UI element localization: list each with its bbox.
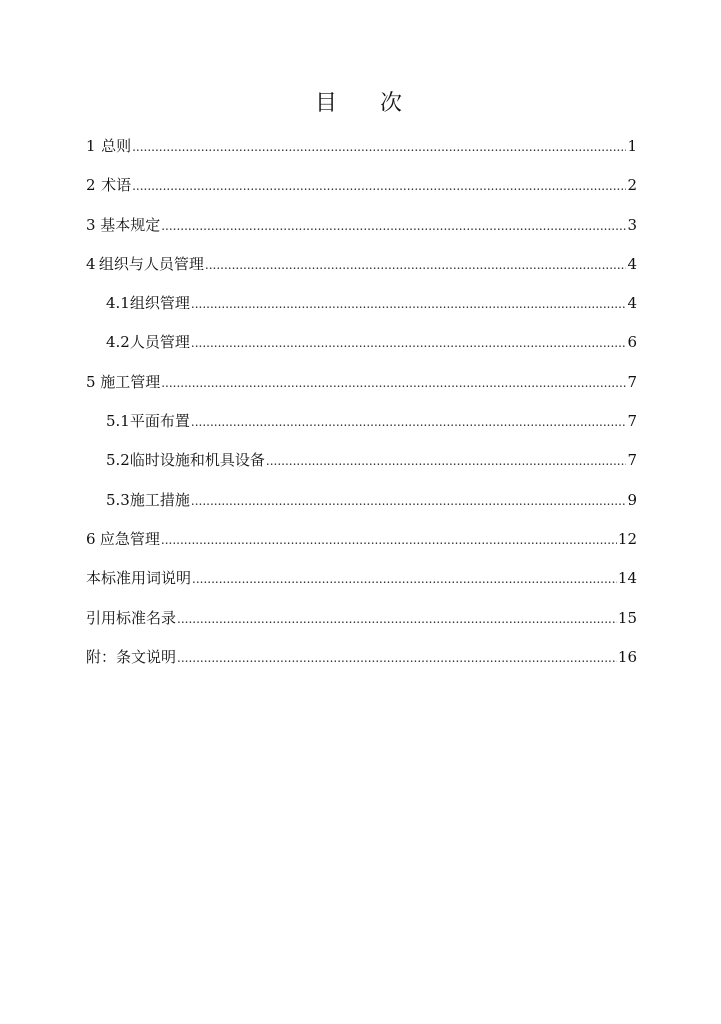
toc-entry-1[interactable] (86, 136, 637, 175)
toc-entry-number: 5.3 (106, 490, 130, 509)
toc-entry-number: 4.1 (106, 294, 130, 313)
toc-entry-4-1[interactable] (86, 293, 637, 332)
toc-entry-number: 5 (86, 372, 96, 391)
toc-entry-page: 4 (627, 294, 637, 313)
dot-leader (205, 255, 627, 275)
toc-entry-page: 1 (627, 137, 637, 155)
toc-entry-page: 2 (627, 176, 637, 195)
toc-entry-label: 本标准用词说明 (86, 569, 192, 588)
toc-entry-label: 引用标准名录 (86, 608, 177, 627)
dot-leader (191, 491, 627, 511)
toc-entry-4-2[interactable] (86, 332, 637, 371)
dot-leader (161, 373, 626, 393)
toc-entry-page: 12 (617, 529, 637, 548)
toc-entry-label: 施工管理 (100, 372, 161, 391)
toc-entry-5-3[interactable] (86, 490, 637, 529)
dot-leader (266, 451, 627, 471)
toc-entry-label: 术语 (101, 176, 132, 195)
toc-entry-label: 组织与人员管理 (98, 254, 204, 273)
toc-entry-5-1[interactable] (86, 411, 637, 450)
toc-entry-2[interactable] (86, 175, 637, 214)
toc-entry-label: 总则 (101, 137, 132, 155)
table-of-contents (86, 136, 637, 686)
toc-entry-page: 4 (627, 254, 637, 273)
toc-entry-page: 3 (627, 215, 637, 234)
toc-entry-number: 5.2 (106, 451, 130, 470)
toc-entry-number: 6 (86, 529, 96, 548)
dot-leader (177, 648, 617, 668)
toc-entry-number: 3 (86, 215, 96, 234)
toc-entry-label: 施工措施 (129, 490, 190, 509)
toc-entry-5[interactable] (86, 372, 637, 411)
toc-entry-page: 6 (627, 333, 637, 352)
toc-entry-label: 临时设施和机具设备 (129, 451, 265, 470)
toc-entry-number: 2 (86, 176, 96, 195)
dot-leader (132, 176, 626, 196)
toc-entry-explanation[interactable] (86, 647, 637, 686)
toc-entry-page: 16 (617, 647, 637, 666)
toc-entry-number: 4.2 (106, 333, 130, 352)
toc-entry-page: 14 (617, 569, 637, 588)
dot-leader (132, 137, 626, 157)
toc-entry-page: 7 (627, 451, 637, 470)
toc-entry-label: 平面布置 (129, 412, 190, 431)
toc-entry-label: 附：条文说明 (86, 647, 177, 666)
dot-leader (191, 294, 627, 314)
toc-entry-label: 人员管理 (129, 333, 190, 352)
toc-entry-number: 4 (86, 254, 96, 273)
dot-leader (191, 412, 627, 432)
toc-entry-number: 1 (86, 137, 96, 155)
dot-leader (177, 609, 617, 629)
toc-entry-terms-usage[interactable] (86, 568, 637, 607)
toc-entry-referenced-standards[interactable] (86, 608, 637, 647)
dot-leader (161, 216, 626, 236)
toc-entry-4[interactable] (86, 254, 637, 293)
toc-entry-label: 组织管理 (129, 294, 190, 313)
toc-entry-page: 9 (627, 490, 637, 509)
page-title: 目 次 (315, 91, 420, 116)
toc-entry-6[interactable] (86, 529, 637, 568)
toc-entry-label: 基本规定 (100, 215, 161, 234)
dot-leader (192, 569, 617, 589)
toc-entry-page: 15 (617, 608, 637, 627)
toc-entry-page: 7 (627, 412, 637, 431)
toc-entry-5-2[interactable] (86, 450, 637, 489)
toc-entry-number: 5.1 (106, 412, 130, 431)
toc-entry-label: 应急管理 (99, 529, 160, 548)
dot-leader (161, 530, 617, 550)
toc-entry-3[interactable] (86, 215, 637, 254)
dot-leader (191, 333, 627, 353)
toc-entry-page: 7 (627, 372, 637, 391)
